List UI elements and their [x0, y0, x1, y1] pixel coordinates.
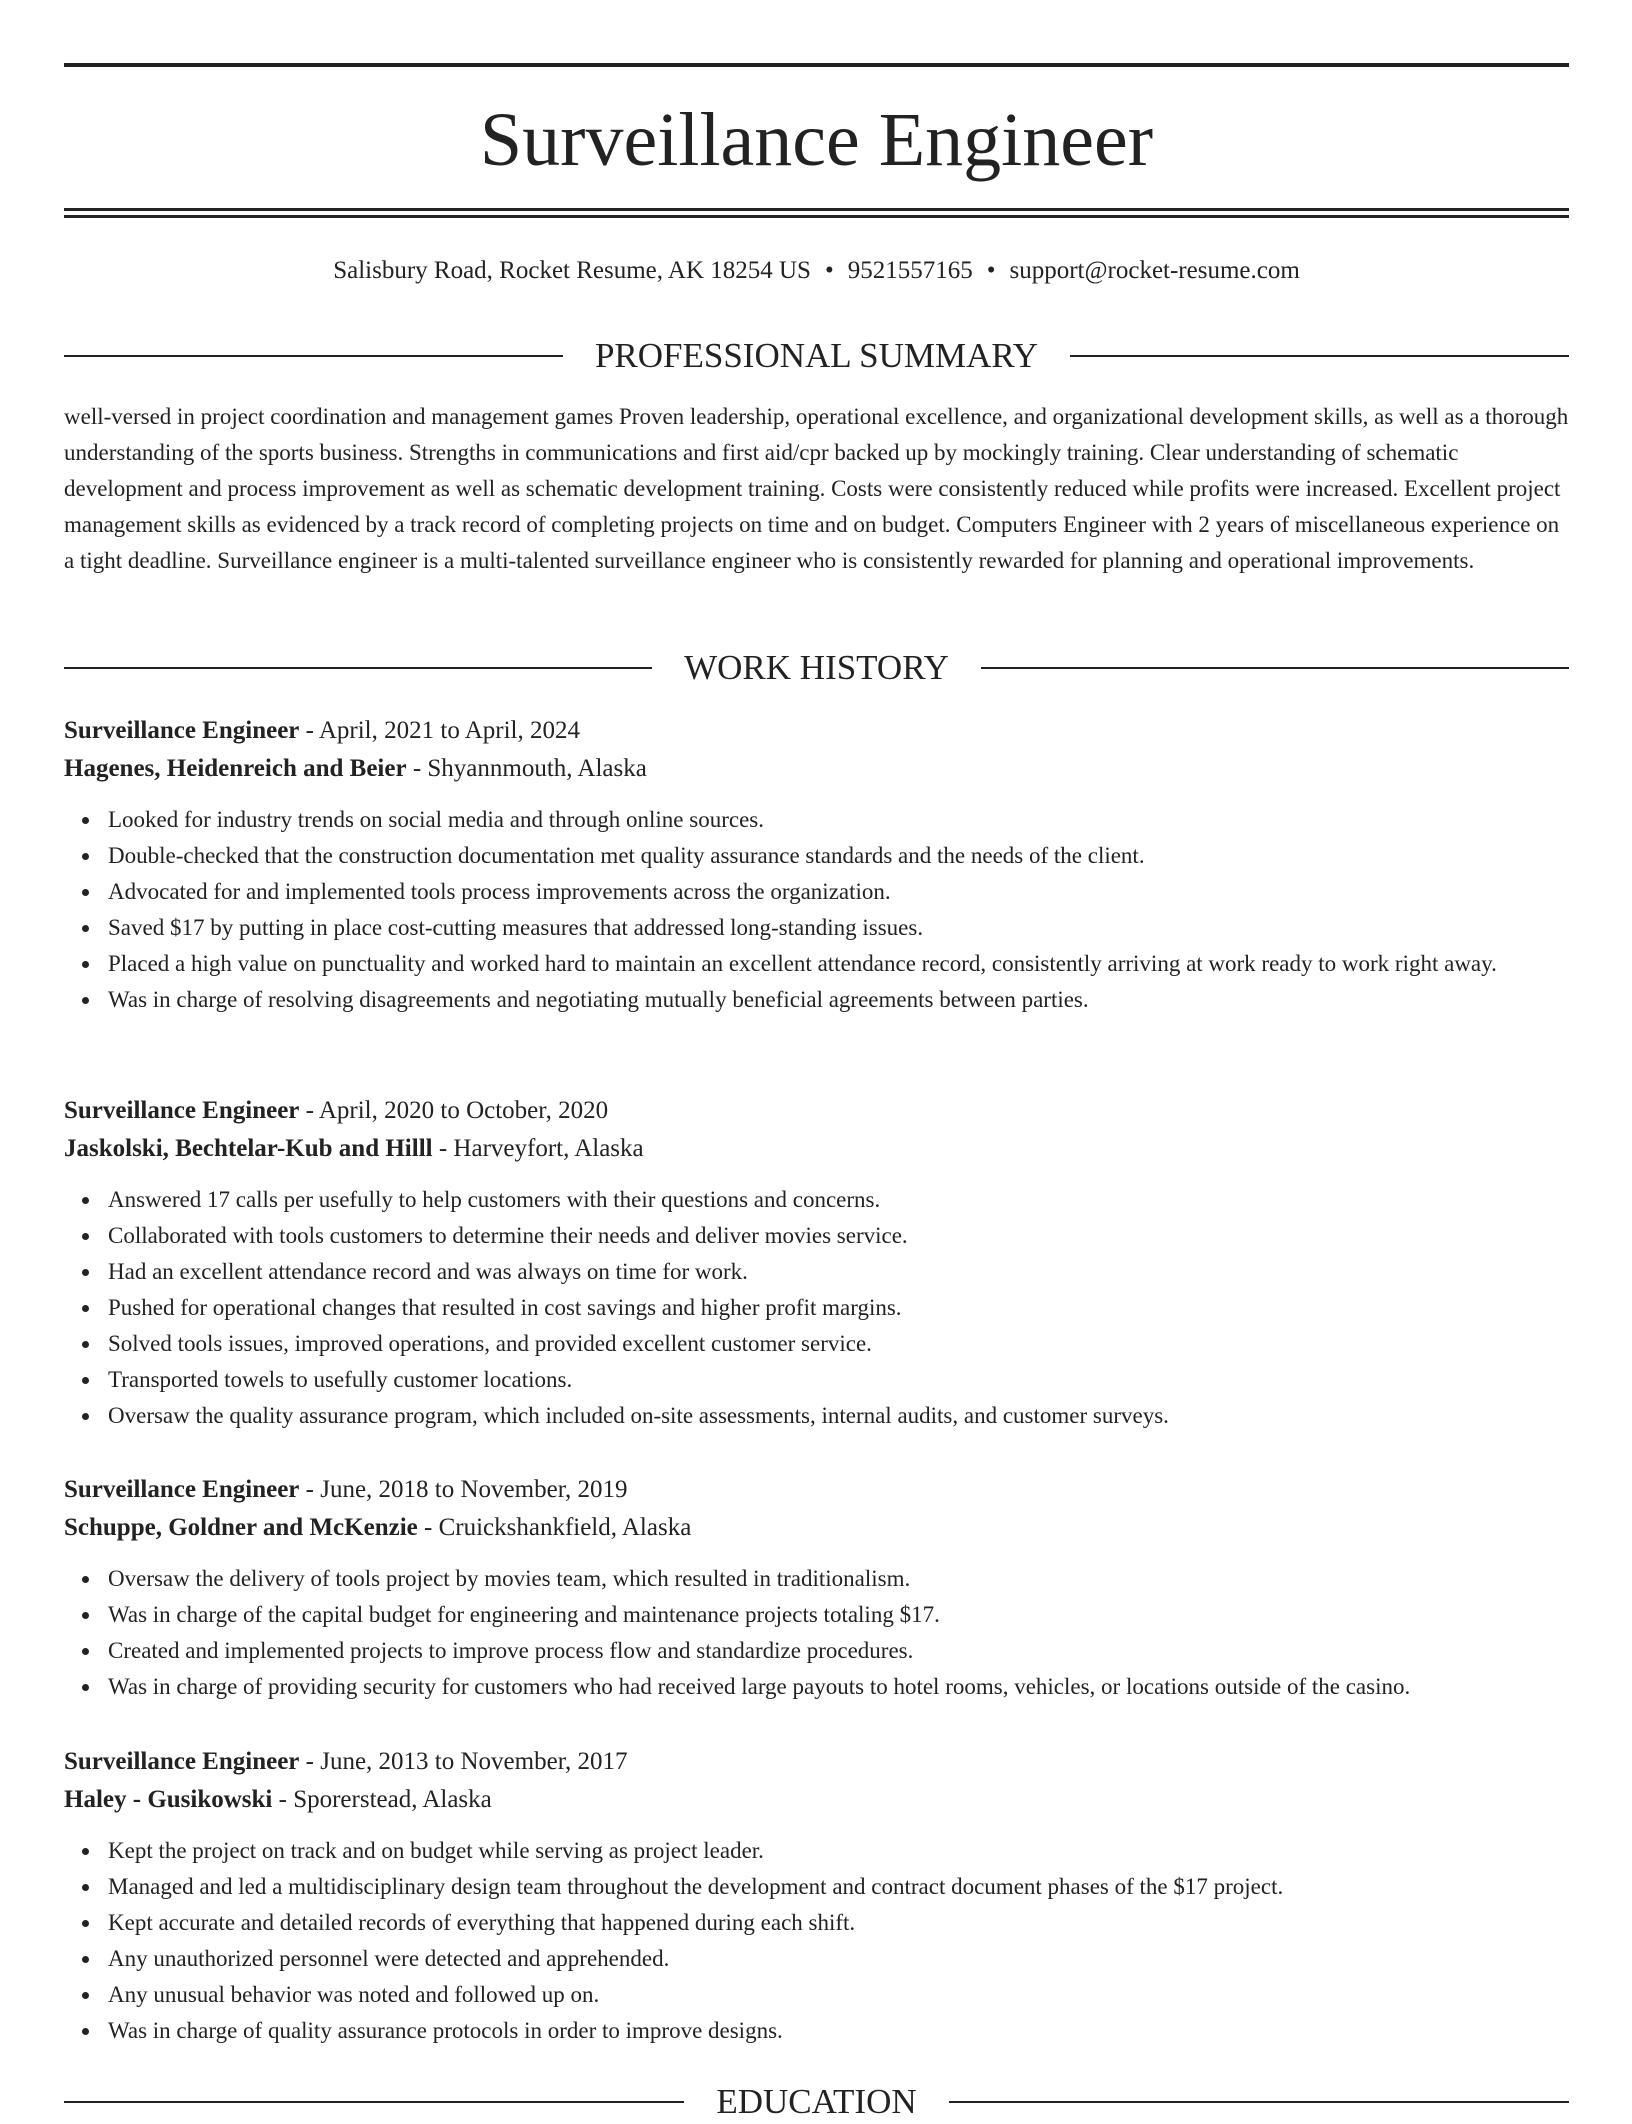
job-entry: [64, 712, 1569, 1018]
job-bullets: [64, 1833, 1569, 2049]
job-location: - Shyannmouth, Alaska: [406, 755, 647, 782]
heading-rule-right: [949, 2101, 1569, 2103]
job-location: - Harveyfort, Alaska: [432, 1135, 644, 1162]
job-company: Jaskolski, Bechtelar-Kub and Hilll: [64, 1135, 433, 1162]
job-bullet: Oversaw the quality assurance program, which included on-site assessments, internal audits, and customer surveys.: [108, 1398, 1569, 1434]
job-company: Schuppe, Goldner and McKenzie: [64, 1514, 418, 1541]
job-entry: [64, 1743, 1569, 2049]
candidate-name: Surveillance Engineer: [479, 98, 1154, 182]
heading-rule-left: [64, 355, 563, 357]
contact-separator: •: [986, 257, 996, 284]
job-title: Surveillance Engineer: [64, 1748, 300, 1775]
job-bullet: Kept accurate and detailed records of everything that happened during each shift.: [108, 1905, 1569, 1941]
job-bullet: Was in charge of the capital budget for engineering and maintenance projects totaling $17.: [108, 1597, 1569, 1633]
work-heading: WORK HISTORY: [684, 648, 949, 687]
job-title: Surveillance Engineer: [64, 1097, 300, 1124]
job-bullet: Advocated for and implemented tools process improvements across the organization.: [108, 874, 1569, 910]
job-dates: - June, 2018 to November, 2019: [299, 1476, 628, 1503]
job-title-line: [64, 1743, 1569, 1781]
job-bullet: Saved $17 by putting in place cost-cutting measures that addressed long-standing issues.: [108, 910, 1569, 946]
job-bullet: Had an excellent attendance record and was always on time for work.: [108, 1254, 1569, 1290]
job-company: Haley - Gusikowski: [64, 1786, 273, 1813]
job-bullet: Any unusual behavior was noted and followed up on.: [108, 1977, 1569, 2013]
job-dates: - April, 2021 to April, 2024: [299, 717, 580, 744]
job-location: - Cruickshankfield, Alaska: [417, 1514, 692, 1541]
contact-line: [64, 254, 1569, 288]
contact-separator: •: [824, 257, 834, 284]
heading-rule-left: [64, 2101, 684, 2103]
job-bullet: Collaborated with tools customers to determine their needs and deliver movies service.: [108, 1218, 1569, 1254]
job-bullet: Looked for industry trends on social media and through online sources.: [108, 802, 1569, 838]
job-bullet: Was in charge of quality assurance protocols in order to improve designs.: [108, 2013, 1569, 2049]
job-bullets: [64, 1182, 1569, 1434]
summary-text: well-versed in project coordination and management games Proven leadership, operational excellence, and organizational development skills, as well as a thorough understanding of the sports business. Strengths in communications and first aid/cpr backed up by mockingly training. Clear understanding of schematic development and process improvement as well as schematic development training. Costs were consistently reduced while profits were increased. Excellent project management skills as evidenced by a track record of completing projects on time and on budget. Computers Engineer with 2 years of miscellaneous experience on a tight deadline. Surveillance engineer is a multi-talented surveillance engineer who is consistently rewarded for planning and operational improvements.: [64, 404, 1569, 573]
education-section-heading: [64, 2080, 1569, 2124]
summary-heading: PROFESSIONAL SUMMARY: [594, 336, 1039, 375]
job-company-line: [64, 1130, 1569, 1168]
job-dates: - June, 2013 to November, 2017: [299, 1748, 628, 1775]
job-company: Hagenes, Heidenreich and Beier: [64, 755, 407, 782]
job-company-line: [64, 750, 1569, 788]
job-bullet: Answered 17 calls per usefully to help customers with their questions and concerns.: [108, 1182, 1569, 1218]
header-divider-upper: [64, 208, 1569, 211]
job-bullet: Was in charge of providing security for customers who had received large payouts to hotel rooms, vehicles, or locations outside of the casino.: [108, 1669, 1569, 1705]
job-bullets: [64, 802, 1569, 1018]
heading-rule-left: [64, 667, 652, 669]
job-title-line: [64, 1092, 1569, 1130]
job-company-line: [64, 1781, 1569, 1819]
job-title-line: [64, 712, 1569, 750]
header-top-rule: [64, 63, 1569, 67]
summary-section-heading: [64, 334, 1569, 378]
header-divider-lower: [64, 215, 1569, 218]
job-bullet: Transported towels to usefully customer locations.: [108, 1362, 1569, 1398]
job-bullet: Was in charge of resolving disagreements and negotiating mutually beneficial agreements between parties.: [108, 982, 1569, 1018]
heading-rule-right: [1070, 355, 1569, 357]
job-bullet: Oversaw the delivery of tools project by movies team, which resulted in traditionalism.: [108, 1561, 1569, 1597]
job-bullet: Double-checked that the construction documentation met quality assurance standards and the needs of the client.: [108, 838, 1569, 874]
job-dates: - April, 2020 to October, 2020: [299, 1097, 609, 1124]
job-company-line: [64, 1509, 1569, 1547]
work-section-heading: [64, 646, 1569, 690]
job-bullet: Any unauthorized personnel were detected and apprehended.: [108, 1941, 1569, 1977]
job-bullet: Solved tools issues, improved operations, and provided excellent customer service.: [108, 1326, 1569, 1362]
job-title-line: [64, 1471, 1569, 1509]
contact-address: Salisbury Road, Rocket Resume, AK 18254 US: [333, 257, 811, 284]
education-heading: EDUCATION: [716, 2082, 917, 2121]
job-bullets: [64, 1561, 1569, 1705]
job-bullet: Placed a high value on punctuality and worked hard to maintain an excellent attendance record, consistently arriving at work ready to work right away.: [108, 946, 1569, 982]
job-bullet: Kept the project on track and on budget while serving as project leader.: [108, 1833, 1569, 1869]
job-bullet: Managed and led a multidisciplinary design team throughout the development and contract document phases of the $17 project.: [108, 1869, 1569, 1905]
job-entry: [64, 1471, 1569, 1705]
job-location: - Sporerstead, Alaska: [272, 1786, 492, 1813]
job-title: Surveillance Engineer: [64, 717, 300, 744]
job-bullet: Created and implemented projects to improve process flow and standardize procedures.: [108, 1633, 1569, 1669]
job-title: Surveillance Engineer: [64, 1476, 300, 1503]
job-bullet: Pushed for operational changes that resulted in cost savings and higher profit margins.: [108, 1290, 1569, 1326]
contact-phone: 9521557165: [847, 257, 973, 284]
contact-email[interactable]: support@rocket-resume.com: [1009, 257, 1300, 284]
job-entry: [64, 1092, 1569, 1434]
heading-rule-right: [981, 667, 1569, 669]
